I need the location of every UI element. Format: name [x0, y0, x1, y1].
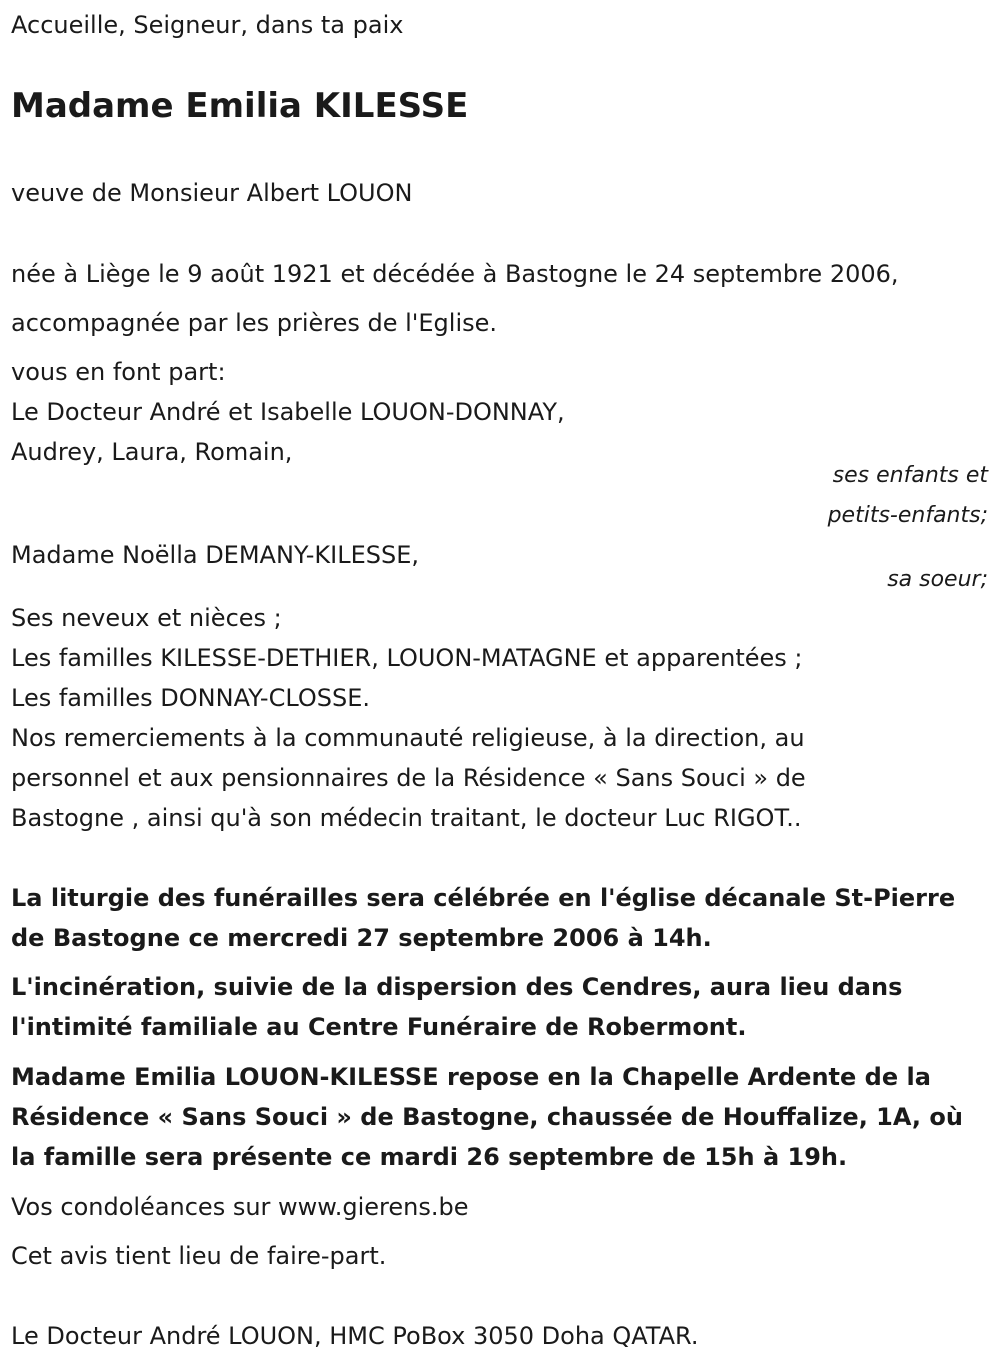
liturgy-line-1: La liturgie des funérailles sera célébrée en l'église décanale St-Pierre — [11, 884, 956, 912]
cremation-line-2: l'intimité familiale au Centre Funéraire de Robermont. — [11, 1013, 747, 1041]
sister-relation: sa soeur; — [887, 567, 988, 592]
birth-death-line: née à Liège le 9 août 1921 et décédée à Bastogne le 24 septembre 2006, — [11, 260, 899, 288]
widow-line: veuve de Monsieur Albert LOUON — [11, 179, 413, 207]
family-intro: vous en font part: — [11, 358, 226, 386]
sister-line: Madame Noëlla DEMANY-KILESSE, — [11, 541, 420, 569]
thanks-line-3: Bastogne , ainsi qu'à son médecin traitant, le docteur Luc RIGOT.. — [11, 804, 802, 832]
chapel-line-1: Madame Emilia LOUON-KILESSE repose en la Chapelle Ardente de la — [11, 1063, 931, 1091]
chapel-line-3: la famille sera présente ce mardi 26 septembre de 15h à 19h. — [11, 1143, 848, 1171]
nephews-line: Ses neveux et nièces ; — [11, 604, 282, 632]
thanks-line-1: Nos remerciements à la communauté religieuse, à la direction, au — [11, 724, 805, 752]
families-line-1: Les familles KILESSE-DETHIER, LOUON-MATAGNE et apparentées ; — [11, 644, 803, 672]
deceased-name: Madame Emilia KILESSE — [11, 86, 469, 126]
chapel-line-2: Résidence « Sans Souci » de Bastogne, chaussée de Houffalize, 1A, où — [11, 1103, 963, 1131]
opening-line: Accueille, Seigneur, dans ta paix — [11, 11, 404, 39]
liturgy-line-2: de Bastogne ce mercredi 27 septembre 2006 à 14h. — [11, 924, 712, 952]
thanks-line-2: personnel et aux pensionnaires de la Résidence « Sans Souci » de — [11, 764, 806, 792]
children-relation-2: petits-enfants; — [827, 503, 988, 528]
prayer-line: accompagnée par les prières de l'Eglise. — [11, 309, 498, 337]
notice-line: Cet avis tient lieu de faire-part. — [11, 1242, 387, 1270]
children-relation-1: ses enfants et — [832, 463, 988, 488]
children-line-1: Le Docteur André et Isabelle LOUON-DONNAY, — [11, 398, 565, 426]
cremation-line-1: L'incinération, suivie de la dispersion des Cendres, aura lieu dans — [11, 973, 903, 1001]
children-line-2: Audrey, Laura, Romain, — [11, 438, 293, 466]
contact-address: Le Docteur André LOUON, HMC PoBox 3050 Doha QATAR. — [11, 1322, 699, 1350]
condolences-line: Vos condoléances sur www.gierens.be — [11, 1193, 469, 1221]
families-line-2: Les familles DONNAY-CLOSSE. — [11, 684, 371, 712]
